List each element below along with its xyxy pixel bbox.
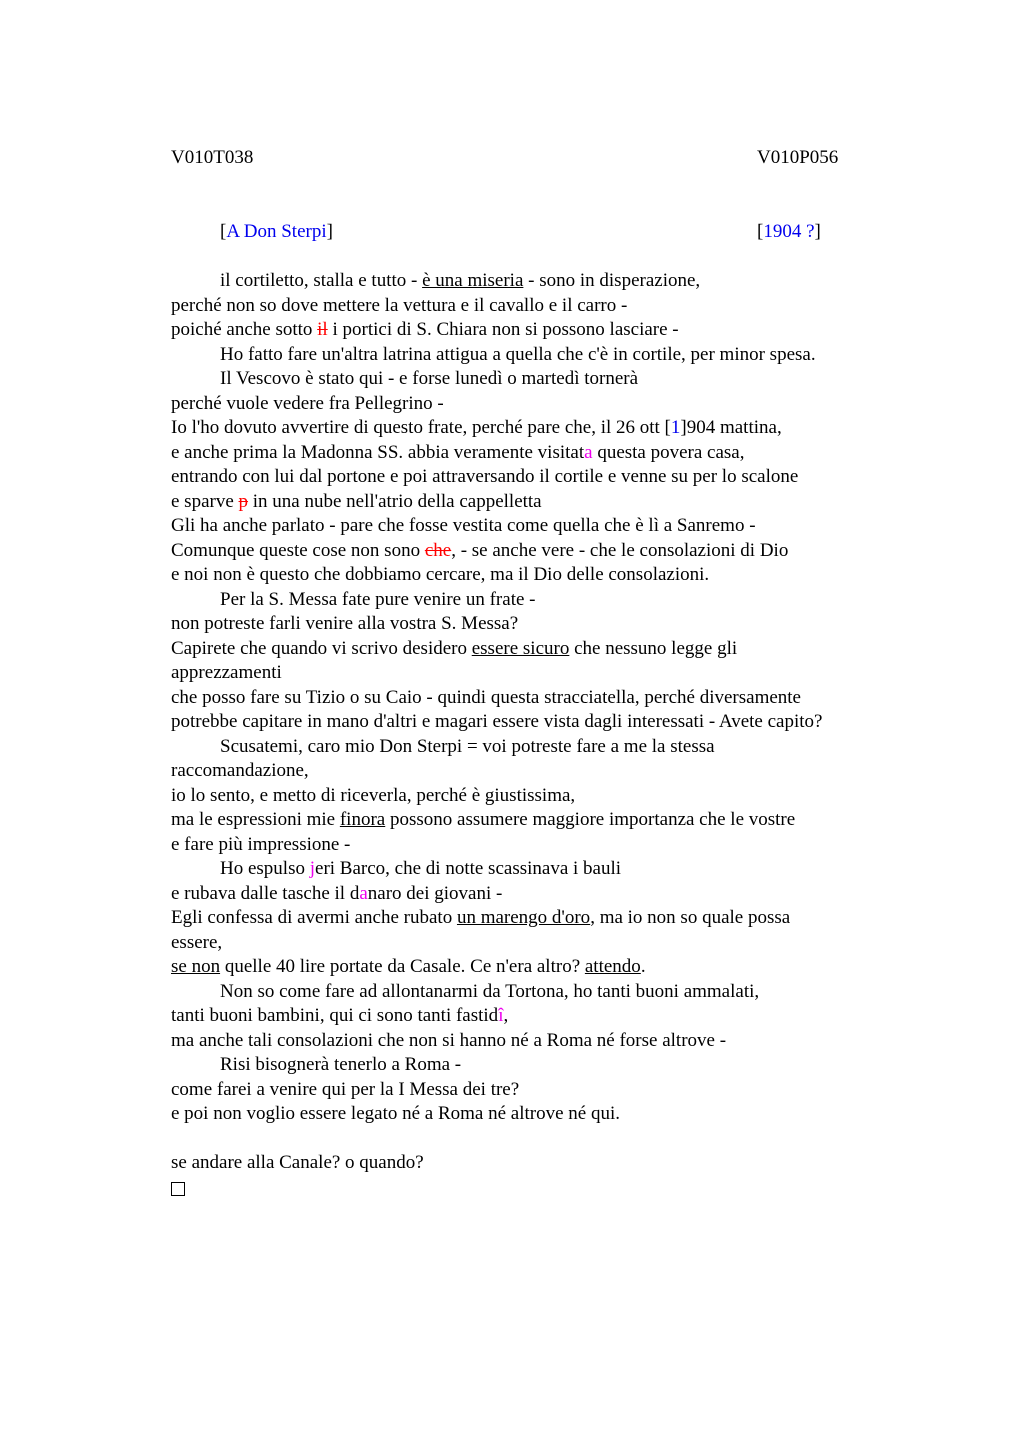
text-line: ma anche tali consolazioni che non si hanno né a Roma né forse altrove - [171, 1029, 727, 1051]
date-value: 1904 ? [763, 221, 815, 242]
deletion: che [424, 539, 452, 561]
text-line: Non so come fare ad allontanarmi da Tortona, ho tanti buoni ammalati, [220, 980, 760, 1002]
letter-body [171, 269, 891, 1200]
text-line: Gli ha anche parlato - pare che fosse vestita come quella che è lì a Sanremo - [171, 515, 756, 536]
document-ref-right: V010P056 [757, 147, 839, 168]
correction: a [359, 882, 368, 904]
blank-line [171, 1127, 891, 1152]
text-line: se non quelle 40 lire portate da Casale. Ce n'era altro? attendo. [171, 956, 646, 977]
text-line: io lo sento, e metto di riceverla, perché è giustissima, [171, 784, 576, 806]
deletion: il [317, 319, 328, 340]
text-line: Per la S. Messa fate pure venire un frate - [220, 588, 536, 610]
end-marker [171, 1176, 891, 1201]
text-line: tanti buoni bambini, qui ci sono tanti fastidî, [171, 1005, 509, 1026]
text-line: Risi bisognerà tenerlo a Roma - [220, 1054, 462, 1075]
text-line: e anche prima la Madonna SS. abbia veramente visitata questa povera casa, [171, 441, 745, 463]
text-line: Egli confessa di avermi anche rubato un marengo d'oro, ma io non so quale possa [171, 907, 791, 928]
text-line: entrando con lui dal portone e poi attraversando il cortile e venne su per lo scalone [171, 466, 799, 487]
text-line: come farei a venire qui per la I Messa dei tre? [171, 1078, 520, 1100]
text-line: perché vuole vedere fra Pellegrino - [171, 392, 444, 414]
text-line: ma le espressioni mie finora possono assumere maggiore importanza che le vostre [171, 809, 796, 830]
addressee-heading: [A Don Sterpi] [220, 221, 333, 242]
text-line: Ho fatto fare un'altra latrina attigua a quella che c'è in cortile, per minor spesa. [220, 343, 816, 365]
text-line: il cortiletto, stalla e tutto - è una miseria - sono in disperazione, [220, 270, 701, 291]
text-line: e sparve p in una nube nell'atrio della cappelletta [171, 490, 542, 512]
text-line: che posso fare su Tizio o su Caio - quindi questa stracciatella, perché diversamente [171, 686, 801, 708]
correction: a [584, 441, 593, 463]
text-line: e rubava dalle tasche il danaro dei giovani - [171, 882, 503, 904]
text-line: se andare alla Canale? o quando? [171, 1152, 424, 1173]
text-line: non potreste farli venire alla vostra S. Messa? [171, 613, 519, 634]
correction: j [309, 858, 316, 879]
correction: î [498, 1005, 504, 1026]
addressee-name: A Don Sterpi [226, 221, 327, 242]
text-line: Comunque queste cose non sono che, - se anche vere - che le consolazioni di Dio [171, 539, 789, 561]
deletion: p [238, 490, 249, 512]
text-line: potrebbe capitare in mano d'altri e magari essere vista dagli interessati - Avete capito? [171, 711, 823, 732]
text-line: Scusatemi, caro mio Don Sterpi = voi potreste fare a me la stessa [220, 735, 715, 757]
text-line: raccomandazione, [171, 760, 309, 781]
text-line: Ho espulso jeri Barco, che di notte scassinava i bauli [220, 858, 622, 879]
text-line: perché non so dove mettere la vettura e il cavallo e il carro - [171, 294, 628, 316]
text-line: apprezzamenti [171, 662, 282, 683]
date-heading: [1904 ?] [757, 221, 821, 242]
text-line: Io l'ho dovuto avvertire di questo frate, perché pare che, il 26 ott [1]904 mattina, [171, 417, 782, 438]
text-line: Capirete che quando vi scrivo desidero essere sicuro che nessuno legge gli [171, 637, 738, 659]
text-line: poiché anche sotto il i portici di S. Chiara non si possono lasciare - [171, 319, 679, 340]
text-line: e noi non è questo che dobbiamo cercare, ma il Dio delle consolazioni. [171, 564, 710, 585]
text-line: Il Vescovo è stato qui - e forse lunedì o martedì tornerà [220, 368, 639, 389]
end-box-icon [171, 1182, 185, 1196]
text-line: e fare più impressione - [171, 833, 351, 855]
text-line: e poi non voglio essere legato né a Roma né altrove né qui. [171, 1103, 621, 1124]
editorial-insert: 1 [670, 417, 681, 438]
text-line: essere, [171, 931, 223, 953]
document-ref-left: V010T038 [171, 147, 254, 168]
